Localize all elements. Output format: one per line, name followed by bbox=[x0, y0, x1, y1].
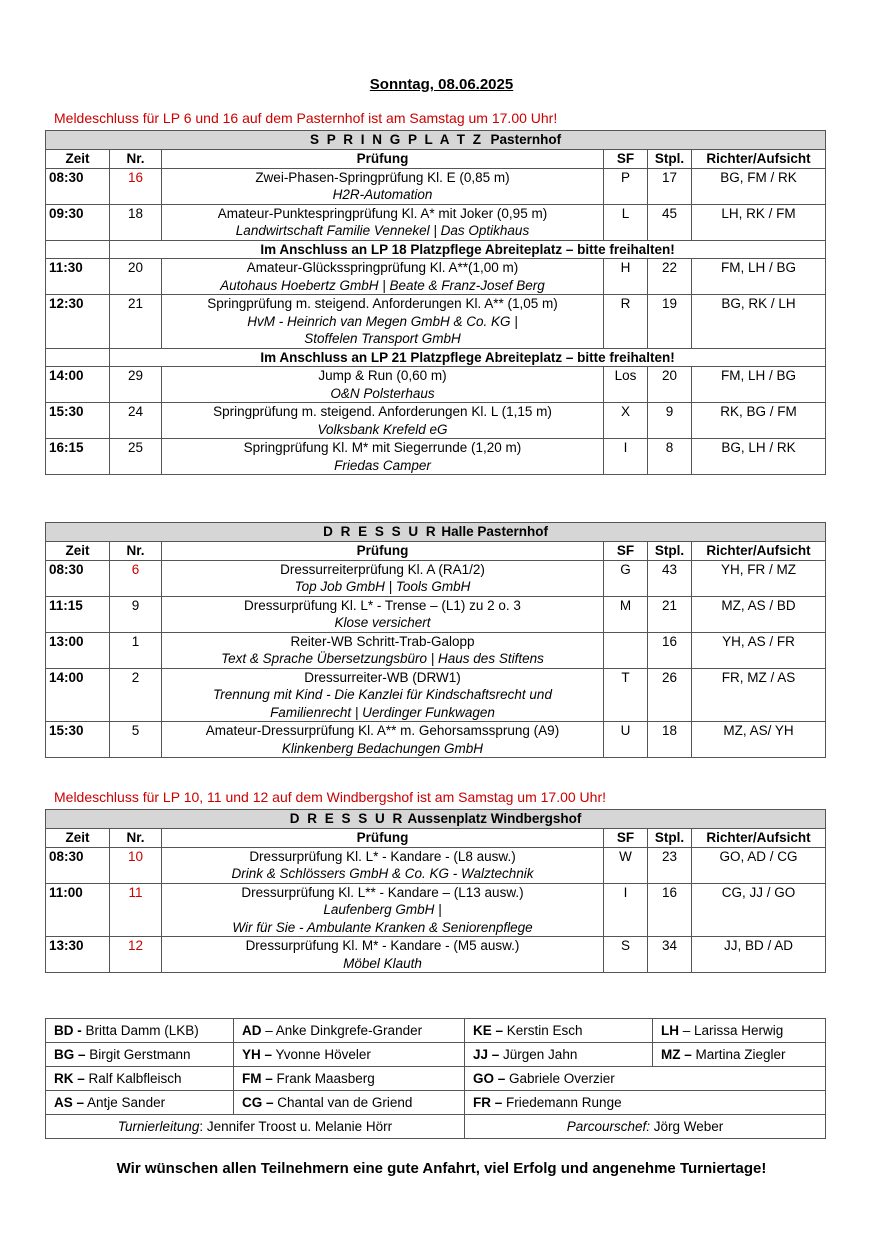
row-pruefung bbox=[162, 403, 604, 439]
row-sponsor: H2R-Automation bbox=[332, 187, 433, 202]
row-sponsor: Landwirtschaft Familie Vennekel | Das Optikhaus bbox=[235, 223, 530, 238]
row-sponsor: Drink & Schlössers GmbH & Co. KG - Walztechnik bbox=[231, 866, 534, 881]
table-row bbox=[46, 259, 826, 295]
row-stpl: 43 bbox=[648, 560, 692, 596]
row-sponsor-line2: Stoffelen Transport GmbH bbox=[304, 331, 461, 346]
row-sf: W bbox=[604, 847, 648, 883]
notice-text: Im Anschluss an LP 21 Platzpflege Abreiteplatz – bitte freihalten! bbox=[110, 348, 826, 367]
row-sf: R bbox=[604, 295, 648, 349]
row-sf bbox=[604, 632, 648, 668]
table-row bbox=[46, 847, 826, 883]
col-header-pruefung: Prüfung bbox=[162, 150, 604, 169]
row-stpl: 20 bbox=[648, 367, 692, 403]
col-header-nr: Nr. bbox=[110, 829, 162, 848]
row-sf: I bbox=[604, 883, 648, 937]
row-stpl: 9 bbox=[648, 403, 692, 439]
row-time: 08:30 bbox=[46, 560, 110, 596]
row-judges: JJ, BD / AD bbox=[692, 937, 826, 973]
row-pruefung bbox=[162, 722, 604, 758]
row-pruefung bbox=[162, 560, 604, 596]
venue-place: Aussenplatz Windbergshof bbox=[407, 811, 582, 826]
row-pruefung bbox=[162, 937, 604, 973]
row-judges: FM, LH / BG bbox=[692, 259, 826, 295]
row-title: Amateur-Dressurprüfung Kl. A** m. Gehorsamssprung (A9) bbox=[205, 723, 560, 738]
legend-entry: AD – Anke Dinkgrefe-Grander bbox=[234, 1019, 465, 1043]
table-row bbox=[46, 204, 826, 240]
row-time: 08:30 bbox=[46, 847, 110, 883]
row-title: Amateur-Punktespringprüfung Kl. A* mit Joker (0,95 m) bbox=[217, 205, 548, 221]
legend-entry: CG – Chantal van de Griend bbox=[234, 1091, 465, 1115]
notice-blank bbox=[46, 240, 110, 259]
col-header-stpl: Stpl. bbox=[648, 542, 692, 561]
row-sf: I bbox=[604, 439, 648, 475]
row-sponsor: Laufenberg GmbH | bbox=[323, 902, 442, 917]
row-time: 16:15 bbox=[46, 439, 110, 475]
col-header-sf: SF bbox=[604, 542, 648, 561]
row-sponsor: O&N Polsterhaus bbox=[330, 385, 435, 401]
row-title: Dressurprüfung Kl. L* - Kandare - (L8 ausw.) bbox=[249, 848, 516, 864]
row-title: Amateur-Glücksspringprüfung Kl. A**(1,00 m) bbox=[246, 260, 519, 275]
row-title: Springprüfung m. steigend. Anforderungen Kl. A** (1,05 m) bbox=[207, 296, 558, 311]
row-nr: 11 bbox=[110, 883, 162, 937]
legend-entry: RK – Ralf Kalbfleisch bbox=[46, 1067, 234, 1091]
row-time: 11:00 bbox=[46, 883, 110, 937]
col-header-zeit: Zeit bbox=[46, 150, 110, 169]
row-judges: LH, RK / FM bbox=[692, 204, 826, 240]
table-row bbox=[46, 560, 826, 596]
row-sf: U bbox=[604, 722, 648, 758]
row-title: Dressurreiter-WB (DRW1) bbox=[304, 669, 461, 685]
row-judges: BG, LH / RK bbox=[692, 439, 826, 475]
venue-place: Pasternhof bbox=[490, 132, 562, 147]
row-sponsor: Text & Sprache Übersetzungsbüro | Haus des Stiftens bbox=[221, 651, 544, 666]
row-judges: GO, AD / CG bbox=[692, 847, 826, 883]
col-header-richter: Richter/Aufsicht bbox=[692, 829, 826, 848]
springplatz-table bbox=[45, 130, 826, 475]
legend-entry: GO – Gabriele Overzier bbox=[465, 1067, 826, 1091]
table-row bbox=[46, 937, 826, 973]
row-nr: 10 bbox=[110, 847, 162, 883]
row-stpl: 34 bbox=[648, 937, 692, 973]
table-row bbox=[46, 883, 826, 937]
row-stpl: 26 bbox=[648, 668, 692, 722]
col-header-zeit: Zeit bbox=[46, 542, 110, 561]
row-pruefung bbox=[162, 883, 604, 937]
table-row bbox=[46, 295, 826, 349]
row-stpl: 16 bbox=[648, 632, 692, 668]
legend-entry: YH – Yvonne Höveler bbox=[234, 1043, 465, 1067]
row-stpl: 19 bbox=[648, 295, 692, 349]
row-sponsor: Möbel Klauth bbox=[343, 955, 422, 971]
row-time: 14:00 bbox=[46, 668, 110, 722]
row-title: Springprüfung m. steigend. Anforderungen Kl. L (1,15 m) bbox=[213, 404, 552, 419]
row-sf: P bbox=[604, 168, 648, 204]
notice-text: Im Anschluss an LP 18 Platzpflege Abreiteplatz – bitte freihalten! bbox=[110, 240, 826, 259]
row-sponsor: Friedas Camper bbox=[334, 457, 431, 473]
row-sf: G bbox=[604, 560, 648, 596]
deadline-notice-windbergshof: Meldeschluss für LP 10, 11 und 12 auf dem Windbergshof ist am Samstag um 17.00 Uhr! bbox=[54, 789, 606, 805]
venue-header bbox=[46, 810, 826, 829]
row-judges: MZ, AS/ YH bbox=[692, 722, 826, 758]
row-judges: YH, AS / FR bbox=[692, 632, 826, 668]
legend-entry: FM – Frank Maasberg bbox=[234, 1067, 465, 1091]
row-title: Dressurprüfung Kl. L** - Kandare – (L13 ausw.) bbox=[241, 884, 524, 900]
row-stpl: 17 bbox=[648, 168, 692, 204]
row-sf: H bbox=[604, 259, 648, 295]
row-title: Reiter-WB Schritt-Trab-Galopp bbox=[290, 633, 475, 649]
legend-row bbox=[46, 1019, 826, 1043]
row-pruefung bbox=[162, 596, 604, 632]
row-time: 13:00 bbox=[46, 632, 110, 668]
row-time: 15:30 bbox=[46, 722, 110, 758]
legend-entry: KE – Kerstin Esch bbox=[465, 1019, 653, 1043]
table-row bbox=[46, 632, 826, 668]
venue-type: D R E S S U R bbox=[323, 524, 438, 539]
row-pruefung bbox=[162, 847, 604, 883]
row-title: Dressurreiterprüfung Kl. A (RA1/2) bbox=[280, 561, 485, 577]
row-sponsor-line2: Familienrecht | Uerdinger Funkwagen bbox=[270, 704, 495, 720]
parcourschef: Parcourschef: Jörg Weber bbox=[465, 1115, 826, 1139]
table-row bbox=[46, 367, 826, 403]
legend-row bbox=[46, 1091, 826, 1115]
row-stpl: 21 bbox=[648, 596, 692, 632]
row-sf: S bbox=[604, 937, 648, 973]
row-pruefung bbox=[162, 668, 604, 722]
row-nr: 1 bbox=[110, 632, 162, 668]
row-nr: 25 bbox=[110, 439, 162, 475]
row-sf: Los bbox=[604, 367, 648, 403]
row-nr: 2 bbox=[110, 668, 162, 722]
row-stpl: 23 bbox=[648, 847, 692, 883]
row-sf: X bbox=[604, 403, 648, 439]
notice-blank bbox=[46, 348, 110, 367]
row-time: 15:30 bbox=[46, 403, 110, 439]
row-sf: L bbox=[604, 204, 648, 240]
row-time: 08:30 bbox=[46, 168, 110, 204]
col-header-richter: Richter/Aufsicht bbox=[692, 542, 826, 561]
row-judges: BG, RK / LH bbox=[692, 295, 826, 349]
col-header-nr: Nr. bbox=[110, 150, 162, 169]
row-nr: 9 bbox=[110, 596, 162, 632]
judges-legend-table bbox=[45, 1018, 826, 1139]
row-title: Zwei-Phasen-Springprüfung Kl. E (0,85 m) bbox=[255, 169, 510, 185]
legend-entry: BG – Birgit Gerstmann bbox=[46, 1043, 234, 1067]
row-time: 11:30 bbox=[46, 259, 110, 295]
row-nr: 24 bbox=[110, 403, 162, 439]
row-nr: 18 bbox=[110, 204, 162, 240]
legend-row bbox=[46, 1115, 826, 1139]
venue-place: Halle Pasternhof bbox=[441, 524, 548, 539]
col-header-richter: Richter/Aufsicht bbox=[692, 150, 826, 169]
col-header-pruefung: Prüfung bbox=[162, 542, 604, 561]
table-row bbox=[46, 403, 826, 439]
legend-entry: FR – Friedemann Runge bbox=[465, 1091, 826, 1115]
row-title: Dressurprüfung Kl. M* - Kandare - (M5 ausw.) bbox=[245, 938, 520, 953]
col-header-sf: SF bbox=[604, 829, 648, 848]
row-nr: 6 bbox=[110, 560, 162, 596]
row-pruefung bbox=[162, 295, 604, 349]
row-nr: 5 bbox=[110, 722, 162, 758]
venue-type: D R E S S U R bbox=[289, 811, 405, 826]
row-sponsor-line2: Wir für Sie - Ambulante Kranken & Seniorenpflege bbox=[232, 919, 533, 935]
notice-row bbox=[46, 348, 826, 367]
row-pruefung bbox=[162, 367, 604, 403]
row-time: 09:30 bbox=[46, 204, 110, 240]
venue-header bbox=[46, 131, 826, 150]
row-sponsor: Trennung mit Kind - Die Kanzlei für Kindschaftsrecht und bbox=[213, 687, 552, 702]
legend-entry: MZ – Martina Ziegler bbox=[653, 1043, 826, 1067]
row-title: Jump & Run (0,60 m) bbox=[318, 368, 447, 383]
row-sf: T bbox=[604, 668, 648, 722]
legend-entry: AS – Antje Sander bbox=[46, 1091, 234, 1115]
table-row bbox=[46, 168, 826, 204]
legend-entry: JJ – Jürgen Jahn bbox=[465, 1043, 653, 1067]
row-nr: 12 bbox=[110, 937, 162, 973]
row-stpl: 45 bbox=[648, 204, 692, 240]
row-time: 13:30 bbox=[46, 937, 110, 973]
legend-row bbox=[46, 1043, 826, 1067]
legend-row bbox=[46, 1067, 826, 1091]
row-time: 14:00 bbox=[46, 367, 110, 403]
row-pruefung bbox=[162, 259, 604, 295]
table-row bbox=[46, 596, 826, 632]
deadline-notice-pasternhof: Meldeschluss für LP 6 und 16 auf dem Pasternhof ist am Samstag um 17.00 Uhr! bbox=[54, 110, 558, 126]
row-title: Springprüfung Kl. M* mit Siegerrunde (1,20 m) bbox=[243, 440, 522, 455]
row-judges: BG, FM / RK bbox=[692, 168, 826, 204]
row-sf: M bbox=[604, 596, 648, 632]
row-sponsor: Volksbank Krefeld eG bbox=[317, 421, 448, 437]
row-nr: 16 bbox=[110, 168, 162, 204]
col-header-zeit: Zeit bbox=[46, 829, 110, 848]
legend-entry: BD - Britta Damm (LKB) bbox=[46, 1019, 234, 1043]
legend-entry: LH – Larissa Herwig bbox=[653, 1019, 826, 1043]
row-sponsor: HvM - Heinrich van Megen GmbH & Co. KG | bbox=[247, 313, 518, 329]
row-sponsor: Autohaus Hoebertz GmbH | Beate & Franz-Josef Berg bbox=[220, 277, 545, 293]
col-header-stpl: Stpl. bbox=[648, 150, 692, 169]
row-nr: 29 bbox=[110, 367, 162, 403]
row-judges: FR, MZ / AS bbox=[692, 668, 826, 722]
dressur-halle-table bbox=[45, 522, 826, 758]
row-sponsor: Top Job GmbH | Tools GmbH bbox=[294, 579, 471, 594]
closing-message: Wir wünschen allen Teilnehmern eine gute Anfahrt, viel Erfolg und angenehme Turniertage! bbox=[116, 1160, 767, 1177]
row-pruefung bbox=[162, 632, 604, 668]
table-row bbox=[46, 668, 826, 722]
row-judges: RK, BG / FM bbox=[692, 403, 826, 439]
row-stpl: 18 bbox=[648, 722, 692, 758]
table-row bbox=[46, 722, 826, 758]
row-sponsor: Klinkenberg Bedachungen GmbH bbox=[281, 740, 484, 756]
col-header-nr: Nr. bbox=[110, 542, 162, 561]
page-title: Sonntag, 08.06.2025 bbox=[369, 76, 514, 93]
row-nr: 20 bbox=[110, 259, 162, 295]
row-sponsor: Klose versichert bbox=[334, 615, 431, 630]
row-nr: 21 bbox=[110, 295, 162, 349]
row-judges: MZ, AS / BD bbox=[692, 596, 826, 632]
venue-type: S P R I N G P L A T Z bbox=[310, 132, 484, 147]
table-row bbox=[46, 439, 826, 475]
row-judges: FM, LH / BG bbox=[692, 367, 826, 403]
row-stpl: 22 bbox=[648, 259, 692, 295]
col-header-sf: SF bbox=[604, 150, 648, 169]
venue-header bbox=[46, 523, 826, 542]
turnierleitung: Turnierleitung: Jennifer Troost u. Melanie Hörr bbox=[46, 1115, 465, 1139]
row-pruefung bbox=[162, 204, 604, 240]
row-title: Dressurprüfung Kl. L* - Trense – (L1) zu 2 o. 3 bbox=[244, 597, 521, 613]
row-stpl: 16 bbox=[648, 883, 692, 937]
row-pruefung bbox=[162, 168, 604, 204]
col-header-pruefung: Prüfung bbox=[162, 829, 604, 848]
dressur-aussen-table bbox=[45, 809, 826, 973]
row-time: 12:30 bbox=[46, 295, 110, 349]
row-judges: YH, FR / MZ bbox=[692, 560, 826, 596]
notice-row bbox=[46, 240, 826, 259]
row-pruefung bbox=[162, 439, 604, 475]
row-time: 11:15 bbox=[46, 596, 110, 632]
row-stpl: 8 bbox=[648, 439, 692, 475]
row-judges: CG, JJ / GO bbox=[692, 883, 826, 937]
col-header-stpl: Stpl. bbox=[648, 829, 692, 848]
